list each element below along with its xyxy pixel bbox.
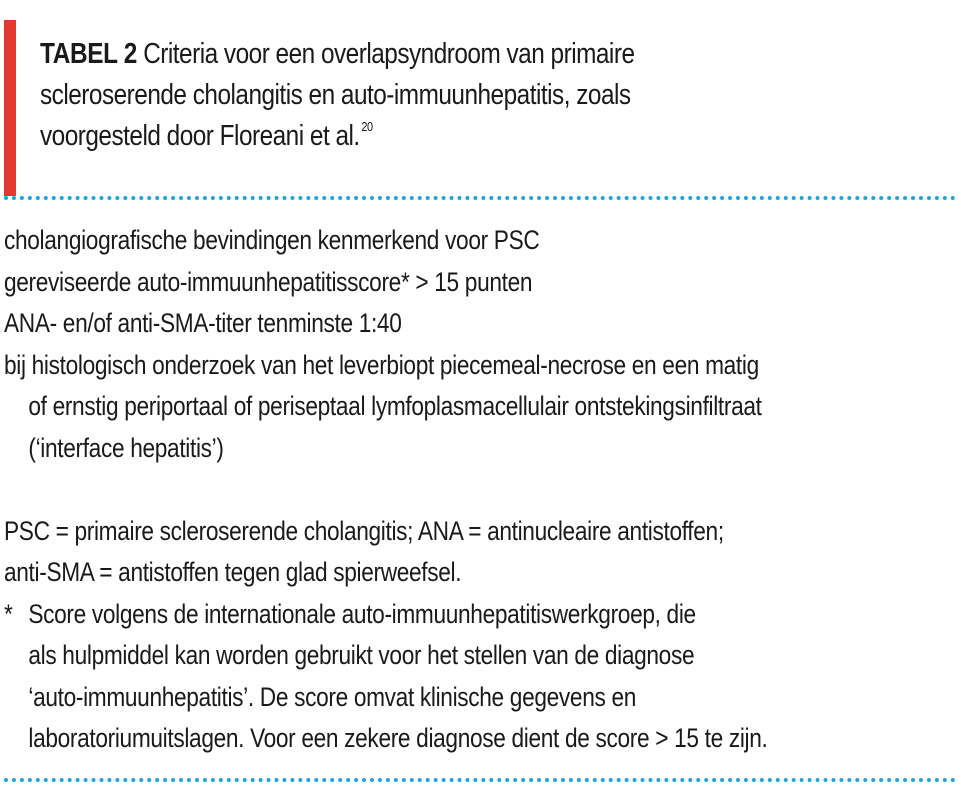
table-body — [4, 220, 953, 760]
criterion-4-line-3: (‘interface hepatitis’) — [28, 432, 224, 463]
reference-number: 20 — [361, 119, 373, 134]
footnote-line-3: ‘auto-immuunhepatitis’. De score omvat klinische gegevens en — [28, 681, 637, 712]
criterion-4-line-1: bij histologisch onderzoek van het leverbiopt piecemeal-necrose en een matig — [4, 349, 759, 380]
table-title — [40, 34, 930, 157]
title-line-3-text: voorgesteld door Floreani et al. — [40, 120, 360, 152]
footnote-line-4: laboratoriumuitslagen. Voor een zekere diagnose dient de score > 15 te zijn. — [28, 723, 768, 753]
title-line-2: scleroserende cholangitis en auto-immuunhepatitis, zoals — [40, 79, 631, 111]
title-text: Criteria voor een overlapsyndroom van primaire — [143, 38, 635, 70]
abbreviations-line-1: PSC = primaire scleroserende cholangitis; ANA = antinucleaire antistoffen; — [4, 515, 724, 546]
footnote-line-2: als hulpmiddel kan worden gebruikt voor het stellen van de diagnose — [28, 640, 695, 670]
footnote-marker: * — [4, 598, 13, 629]
title-accent-bar — [4, 20, 16, 196]
criterion-4-line-2: of ernstig periportaal of periseptaal lymfoplasmacellulair ontstekingsinfiltraat — [28, 391, 762, 421]
criterion-1: cholangiografische bevindingen kenmerkend voor PSC — [4, 225, 540, 255]
spacer — [4, 469, 953, 511]
title-line-3 — [40, 116, 930, 157]
footnote-line-1 — [4, 594, 953, 636]
title-line-1 — [40, 34, 930, 75]
top-dotted-rule — [4, 196, 956, 200]
criterion-3: ANA- en/of anti-SMA-titer tenminste 1:40 — [4, 308, 402, 338]
criterion-2: gereviseerde auto-immuunhepatitisscore* > 15 punten — [4, 266, 533, 297]
bottom-dotted-rule — [4, 778, 956, 782]
abbreviations-line-2: anti-SMA = antistoffen tegen glad spierweefsel. — [4, 557, 462, 587]
table-number: TABEL 2 — [40, 38, 137, 70]
footnote-text-1: Score volgens de internationale auto-immuunhepatitiswerkgroep, die — [28, 598, 696, 629]
